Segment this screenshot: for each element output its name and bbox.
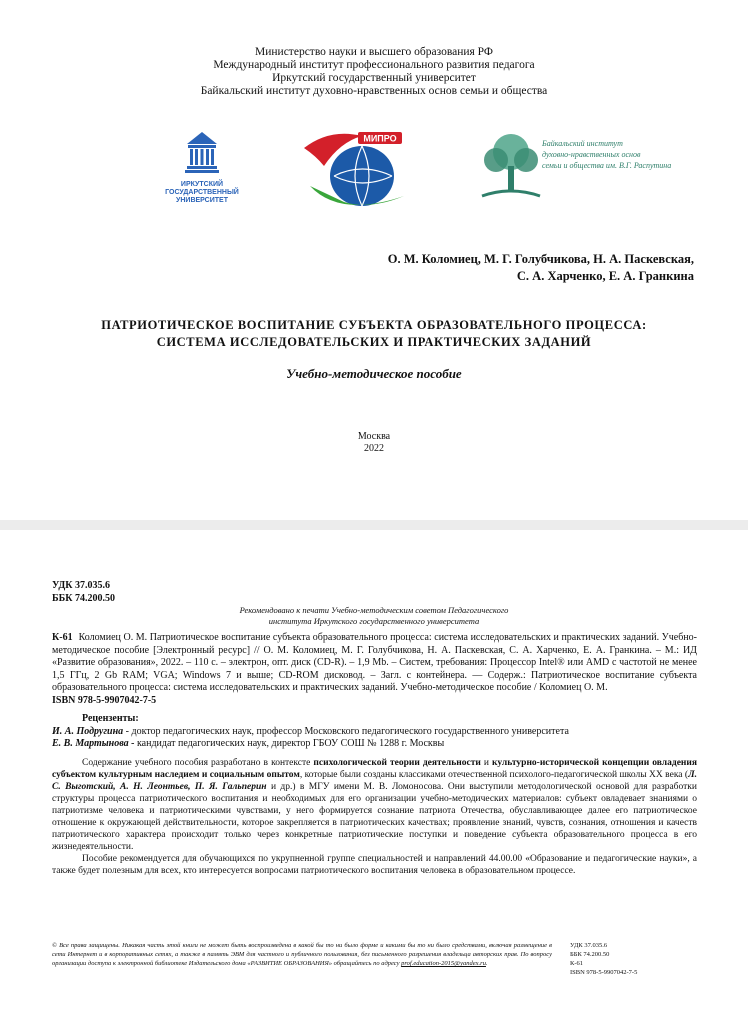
baikal-logo-text: Байкальский институт духовно-нравственных основ семьи и общества им. В.Г. Распутина [542,139,672,170]
copyright-notice: © Все права защищены. Никакая часть этой книги не может быть воспроизведена в какой бы то ни было форме и какими бы то ни было средствами, включая размещение в сети Интернет и в корпоративных сетях, а также в память ЭВМ для частного и публичного пользования, без письменного разрешения владельца авторских прав. По вопросу организации доступа к электронной библиотеке Издательского дома «РАЗВИТИЕ ОБРАЗОВАНИЯ» обращайтесь по адресу prof.education-2015@yandex.ru. [52,942,552,967]
mipro-logo [300,126,412,212]
imprint [0,431,748,455]
footer-codes: УДК 37.035.6 ББК 74.200.50 К-61 ISBN 978-5-9907042-7-5 [570,942,638,976]
reviewers [52,713,697,751]
reviewer-item: Е. В. Мартынова - кандидат педагогических наук, директор ГБОУ СОШ № 1288 г. Москвы [52,738,445,749]
classification-codes [52,579,697,605]
bibliographic-record [52,632,697,695]
baikal-institute-logo [478,130,678,206]
isbn: ISBN 978-5-9907042-7-5 [52,695,157,706]
isu-logo-caption: ИРКУТСКИЙ ГОСУДАРСТВЕННЫЙ УНИВЕРСИТЕТ [165,181,239,204]
udk-code: УДК 37.035.6 [52,580,110,591]
recommendation: Рекомендовано к печати Учебно-методическим советом Педагогического института Иркутского государственного университета [239,605,509,626]
book-subtitle: Учебно-методическое пособие [286,366,462,381]
abstract [52,757,697,877]
bibliographic-text: Коломиец О. М. Патриотическое воспитание субъекта образовательного процесса: система исследовательских и практических заданий. Учебно-методическое пособие [Электронный ресурс] // О. М. Коломиец, М. Г. Голубчикова, Н. А. Паскевская, С. А. Харченко, Е. А. Гранкина. – М.: ИД «Развитие образования», 2022. – 110 с. – электрон, опт. диск (CD-R). – 1,9 Mb. – Систем, требования: Процессор Intel® или AMD с частотой не менее 1,5 ГГц, 2 Gb RAM; VGA; Windows 7 и выше; CD-ROM дисковод. – Загл. с контейнера. — Содерж.: Патриотическое воспитание субъекта образовательного процесса: система исследовательских и практических заданий. Учебно-методическое пособие / Коломиец О. М. [52,632,697,693]
institution-line: Иркутский государственный университет [272,72,476,84]
institution-line: Министерство науки и высшего образования РФ [255,46,493,58]
bbk-code: ББК 74.200.50 [52,593,115,604]
abstract-paragraph: Содержание учебного пособия разработано в контексте психологической теории деятельности и культурно-исторической концепции овладения субъектом культурным наследием и социальным опытом, которые были созданы классиками отечественной психолого-педагогической школы XX века (Л. С. Выготский, А. Н. Леонтьев, П. Я. Гальперин и др.) в МГУ имени М. В. Ломоносова. Они выступили методологической основой для разработки структуры процесса патриотического воспитания и необходимых для его организации учебно-методических материалов: субъект овладевает знаниями о патриотизме человека и патриотическими чувствами, у него формируется сознание патриота Отечества, обуславливающее далее его патриотическое отношение к окружающей действительности, которое закрепляется в патриотических качествах; проявление знаний, чувств, сознания, отношения и качеств патриотического характера происходит только через конкретные патриотические поступки и поведение субъекта образовательного процесса в его жизнедеятельности. [52,758,697,852]
reviewers-heading: Рецензенты: [82,713,139,724]
copyright-page [0,530,748,1036]
authors: О. М. Коломиец, М. Г. Голубчикова, Н. А. Паскевская, С. А. Харченко, Е. А. Гранкина [387,252,694,283]
tree-icon [478,130,544,206]
isu-logo [152,130,252,205]
isu-building-icon [184,130,220,176]
institutions-block [0,46,748,98]
institution-line: Международный институт профессионального развития педагога [213,59,535,71]
year: 2022 [364,443,384,454]
institution-line: Байкальский институт духовно-нравственных основ семьи и общества [200,85,548,97]
city: Москва [357,431,391,442]
abstract-paragraph: Пособие рекомендуется для обучающихся по укрупненной группе специальностей и направлений 44.00.00 «Образование и педагогические науки», а также будет полезным для всех, кто интересуется вопросами патриотического воспитания человека в образовательном процессе. [52,854,697,876]
reviewer-item: И. А. Подругина - доктор педагогических наук, профессор Московского педагогического государственного университета [52,725,569,737]
book-title: ПАТРИОТИЧЕСКОЕ ВОСПИТАНИЕ СУБЪЕКТА ОБРАЗОВАТЕЛЬНОГО ПРОЦЕССА: СИСТЕМА ИССЛЕДОВАТЕЛЬСКИХ И ПРАКТИЧЕСКИХ ЗАДАНИЙ [101,318,647,349]
svg-text:МИПРО: МИПРО [363,133,397,144]
logos-row [0,126,748,216]
author-mark: К-61 [52,632,73,643]
publisher-email-link[interactable]: prof.education-2015@yandex.ru [401,960,486,967]
